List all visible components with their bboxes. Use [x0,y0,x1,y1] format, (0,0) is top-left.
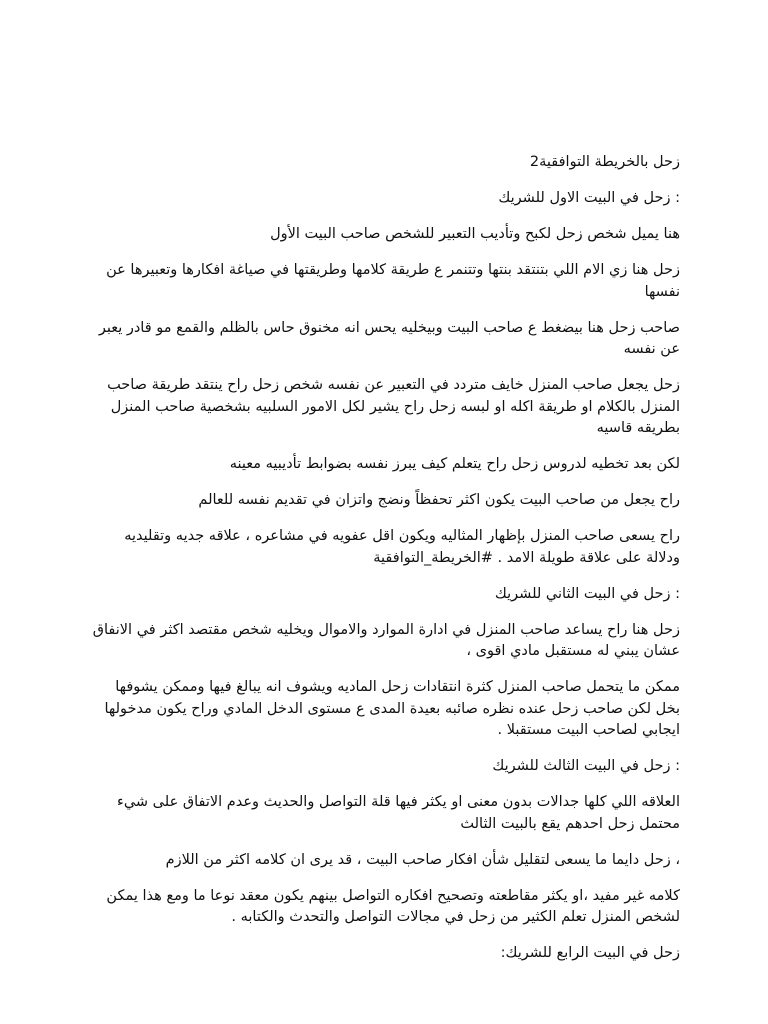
paragraph: راح يجعل من صاحب البيت يكون اكثر تحفظاً ونضج واتزان في تقديم نفسه للعالم [198,492,680,508]
section-heading-second-house: : زحل في البيت الثاني للشريك [494,585,680,602]
paragraph: زحل هنا زي الام اللي بتنتقد بنتها وتتنمر ع طريقة كلامها وطريقتها في صياغة افكارها وتعبيرها عن نفسها [106,262,680,300]
paragraph: هنا يميل شخص زحل لكبح وتأديب التعبير للشخص صاحب البيت الأول [270,226,680,242]
section-heading-fourth-house: زحل في البيت الرابع للشريك: [500,945,680,961]
paragraph: ممكن ما يتحمل صاحب المنزل كثرة انتقادات زحل الماديه ويشوف انه يبالغ فيها وممكن يشوفها بخل لكن صاحب زحل عنده نظره صائبه بعيدة المدى ع مستوى الدخل المادي وراح يكون مدخولها ايجابي لصاحب البيت مستقبلا . [104,679,680,738]
section-heading-first-house: : زحل في البيت الاول للشريك [498,190,680,206]
document-body [90,152,680,979]
paragraph: ، زحل دايما ما يسعى لتقليل شأن افكار صاحب البيت ، قد يرى ان كلامه اكثر من اللازم [165,851,680,868]
section-heading-third-house: : زحل في البيت الثالث للشريك [492,758,680,774]
paragraph: كلامه غير مفيد ،او يكثر مقاطعته وتصحيح افكاره التواصل بينهم يكون معقد نوعا ما ومع هذا يمكن لشخص المنزل تعلم الكثير من زحل في مجالات التواصل والتحدث والكتابه . [106,887,680,925]
paragraph: صاحب زحل هنا بيضغط ع صاحب البيت وبيخليه يحس انه مخنوق حاس بالظلم والقمع مو قادر يعبر عن نفسه [98,319,680,357]
document-title: زحل بالخريطة التوافقية2 [529,154,680,170]
paragraph: العلاقه اللي كلها جدالات بدون معنى او يكثر فيها قلة التواصل والحديث وعدم الاتفاق على شيء محتمل زحل احدهم يقع بالبيت الثالث [117,794,680,832]
paragraph: زحل هنا راح يساعد صاحب المنزل في ادارة الموارد والاموال ويخليه شخص مقتصد اكثر في الانفاق عشان يبني له مستقبل مادي اقوى ، [92,621,680,659]
paragraph: لكن بعد تخطيه لدروس زحل راح يتعلم كيف يبرز نفسه بضوابط تأديبيه معينه [229,456,680,472]
paragraph: راح يسعى صاحب المنزل بإظهار المثاليه ويكون اقل عفويه في مشاعره ، علاقه جديه وتقليديه ودلالة على علاقة طويلة الامد . #الخريطة_التوافقية [124,528,680,566]
paragraph: زحل يجعل صاحب المنزل خايف متردد في التعبير عن نفسه شخص زحل راح ينتقد طريقة صاحب المنزل بالكلام او طريقة اكله او لبسه زحل راح يشير لكل الامور السلبيه بشخصية صاحب المنزل بطريقه قاسيه [107,377,680,436]
